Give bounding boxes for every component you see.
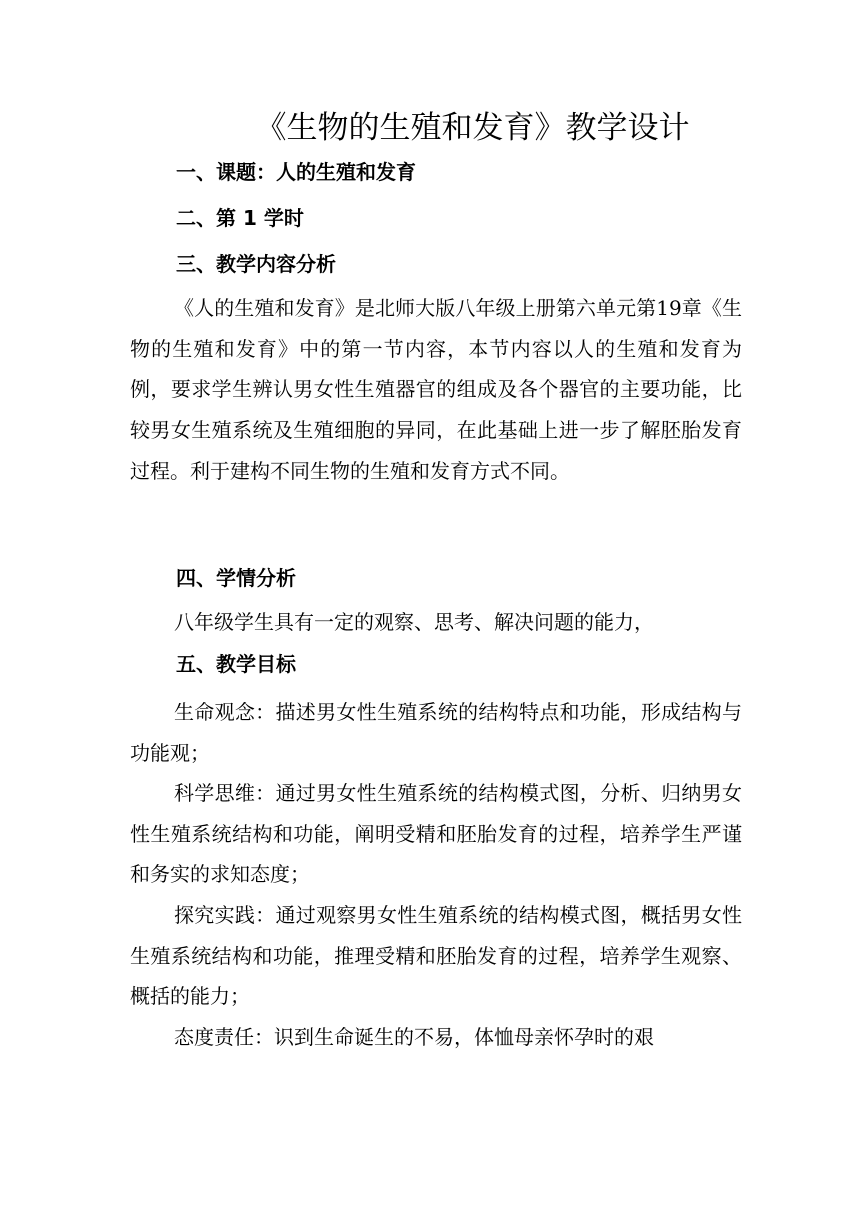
- goal-scientific-thinking: 科学思维：通过男女性生殖系统的结构模式图，分析、归纳男女性生殖系统结构和功能，阐明受精和胚胎发育的过程，培养学生严谨和务实的求知态度；: [130, 781, 742, 887]
- document-title: 《生物的生殖和发育》教学设计: [255, 110, 690, 146]
- section-heading-topic: 一、课题：人的生殖和发育: [176, 160, 416, 184]
- learner-analysis-paragraph: 八年级学生具有一定的观察、思考、解决问题的能力，: [174, 610, 654, 634]
- goal-life-concept: 生命观念：描述男女性生殖系统的结构特点和功能，形成结构与功能观；: [130, 700, 742, 765]
- goal-inquiry-practice: 探究实践：通过观察男女性生殖系统的结构模式图，概括男女性生殖系统结构和功能，推理受精和胚胎发育的过程，培养学生观察、概括的能力；: [130, 903, 742, 1009]
- section-heading-period: 二、第 1 学时: [176, 206, 304, 230]
- section-heading-learner-analysis: 四、学情分析: [176, 566, 296, 590]
- section-heading-content-analysis: 三、教学内容分析: [176, 252, 336, 276]
- content-analysis-paragraph: 《人的生殖和发育》是北师大版八年级上册第六单元第19章《生物的生殖和发育》中的第一节内容，本节内容以人的生殖和发育为例，要求学生辨认男女性生殖器官的组成及各个器官的主要功能，比较男女生殖系统及生殖细胞的异同，在此基础上进一步了解胚胎发育过程。利于建构不同生物的生殖和发育方式不同。: [130, 296, 742, 483]
- section-heading-teaching-goals: 五、教学目标: [176, 652, 296, 676]
- goal-attitude-responsibility: 态度责任：识到生命诞生的不易，体恤母亲怀孕时的艰: [174, 1025, 654, 1049]
